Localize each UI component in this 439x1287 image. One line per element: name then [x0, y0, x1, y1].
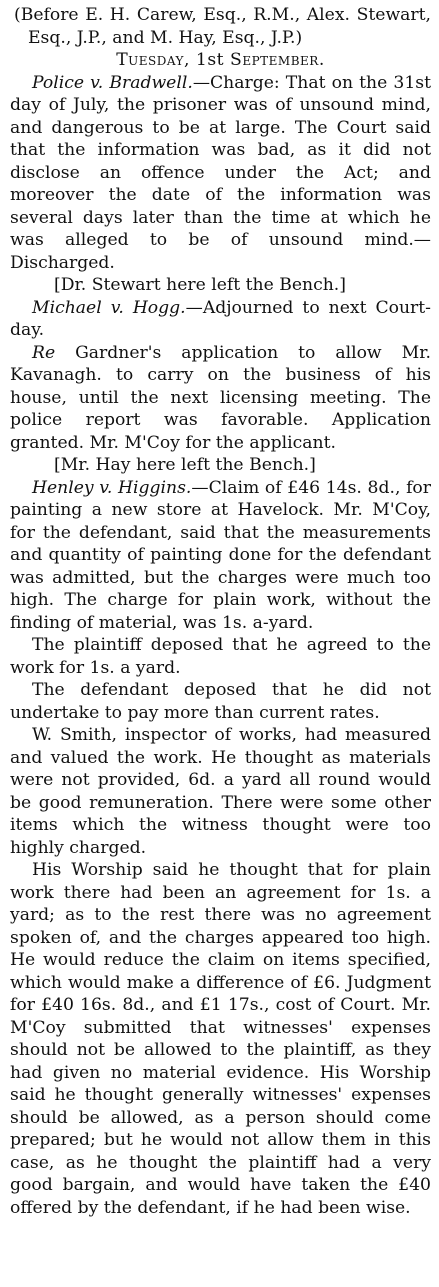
case-body: —Adjourned to next Court-day.	[10, 297, 431, 340]
paragraph-plaintiff: The plaintiff deposed that he agreed to the work for 1s. a yard.	[10, 635, 431, 678]
bench-note-hay: [Mr. Hay here left the Bench.]	[54, 455, 316, 475]
paragraph-judgment: His Worship said he thought that for plain work there had been an agreement for 1s. a yard; as to the rest there was no agreement spoken of, and the charges appeared too high. He would reduce the claim on items specified, which would make a difference of £6. Judgment for £40 16s. 8d., and £1 17s., cost of Court. Mr. M'Coy submitted that witnesses' expenses should not be allowed to the plaintiff, as they had given no material evidence. His Worship said he thought generally witnesses' expenses should be allowed, as a person should come prepared; but he would not allow them in this case, as he thought the plaintiff had a very good bargain, and would have taken the £40 offered by the defendant, if he had been wise.	[10, 860, 431, 1218]
case-body: Gardner's application to allow Mr. Kavanagh. to carry on the business of his house, until the next licensing meeting. The police report was favorable. Application granted. Mr. M'Coy for the applicant.	[10, 342, 431, 453]
dateline	[10, 49, 431, 72]
case-body: —Charge: That on the 31st day of July, the prisoner was of unsound mind, and dangerous to be at large. The Court said that the information was bad, as it did not disclose an offence under the Act; and moreover the date of the information was several days later than the time at which he was alleged to be of unsound mind.—Discharged.	[10, 72, 431, 273]
dateline-day: Tuesday	[116, 50, 184, 70]
paragraph-smith-testimony: W. Smith, inspector of works, had measured and valued the work. He thought as materials were not provided, 6d. a yard all round would be good remuneration. There were some other items which the witness thought were too highly charged.	[10, 725, 431, 858]
case-michael-v-hogg	[10, 297, 431, 342]
case-title: Re	[32, 342, 56, 363]
case-title: Michael v. Hogg.	[32, 297, 186, 318]
case-body: —Claim of £46 14s. 8d., for painting a new store at Havelock. Mr. M'Coy, for the defendant, said that the measurements and quantity of painting done for the defendant was admitted, but the charges were much too high. The charge for plain work, without the finding of material, was 1s. a-yard.	[10, 477, 431, 633]
case-henley-v-higgins	[10, 477, 431, 635]
case-police-v-bradwell	[10, 72, 431, 275]
paragraph-defendant: The defendant deposed that he did not undertake to pay more than current rates.	[10, 680, 431, 723]
case-title: Henley v. Higgins.	[32, 477, 192, 498]
dateline-date: , 1st	[183, 50, 231, 70]
case-re-gardner	[10, 342, 431, 455]
case-title: Police v. Bradwell.	[32, 72, 193, 93]
dateline-month: September.	[230, 50, 325, 70]
bench-header: (Before E. H. Carew, Esq., R.M., Alex. Stewart, Esq., J.P., and M. Hay, Esq., J.P.)	[14, 5, 431, 48]
bench-note-stewart: [Dr. Stewart here left the Bench.]	[54, 275, 346, 295]
